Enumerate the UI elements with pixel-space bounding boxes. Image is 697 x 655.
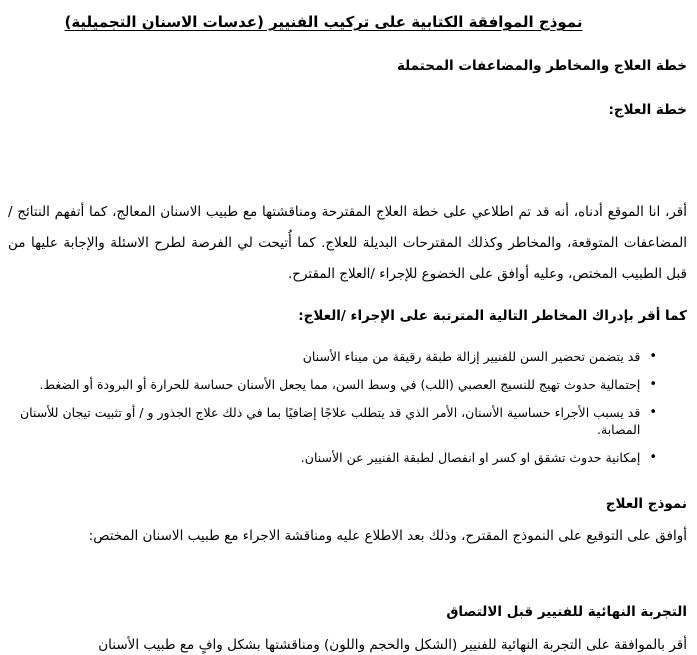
risk-item-text: قد يسبب الأجراء حساسية الأسنان، الأمر الذي قد يتطلب علاجًا إضافيًا بما في ذلك علاج الجذور و / أو تثبيت تيجان للأسنان المصابة. <box>19 404 641 437</box>
heading-treatment-model: نموذج العلاج <box>605 495 687 512</box>
final-tryin-text: أقر بالموافقة على التجربة النهائية للفنيير (الشكل والحجم واللون) ومناقشتها بشكل وافٍ مع طبيب الأسنان <box>98 636 687 653</box>
bullet-icon: • <box>649 449 657 465</box>
risk-item-text: إمكانية حدوث تشقق او كسر او انفصال لطبقة الفنيير عن الأسنان. <box>300 449 641 465</box>
risk-item <box>8 404 657 438</box>
heading-treatment-plan: خطة العلاج: <box>608 102 687 118</box>
risk-item-text: إحتمالية حدوث تهيج للنسيج العصبي (اللب) في وسط السن، مما يجعل الأسنان حساسة للحرارة أو البرودة أو الضغط. <box>39 376 641 392</box>
risk-list <box>8 348 687 466</box>
risk-item <box>8 376 657 393</box>
risk-item-text: قد يتضمن تحضير السن للفنيير إزالة طبقة رقيقة من ميناء الأسنان <box>302 348 641 364</box>
consent-paragraph: أقر، انا الموقع أدناه، أنه قد تم اطلاعي على خطة العلاج المقترحة ومناقشتها مع طبيب الاسنان المعالج، كما أتفهم النتائج / المضاعفات المتوقعة، والمخاطر وكذلك المقترحات البديلة للعلاج. كما أُتيحت لي الفرصة لطرح الاسئلة والإجابة عليها من قبل الطبيب المختص، وعليه أوافق على الخضوع للإجراء /العلاج المقترح. <box>8 204 687 282</box>
bullet-icon: • <box>649 348 657 364</box>
treatment-model-text: أوافق على التوقيع على النموذج المقترح، وذلك بعد الاطلاع عليه ومناقشة الاجراء مع طبيب الاسنان المختص: <box>88 527 687 544</box>
heading-final-tryin: التجربة النهائية للفنيير قبل الالتصاق <box>446 603 687 620</box>
bullet-icon: • <box>649 376 657 392</box>
bullet-icon: • <box>649 404 657 420</box>
form-title: نموذج الموافقة الكتابية على تركيب الفنيير (عدسات الاسنان التجميلية) <box>64 13 583 31</box>
risks-intro-line: كما أقر بإدراك المخاطر التالية المترتبة على الإجراء /العلاج: <box>298 307 687 324</box>
risk-item <box>8 449 657 466</box>
heading-treatment-plan-and-risks: خطة العلاج والمخاطر والمضاعفات المحتملة <box>396 58 687 74</box>
risk-item <box>8 348 657 365</box>
